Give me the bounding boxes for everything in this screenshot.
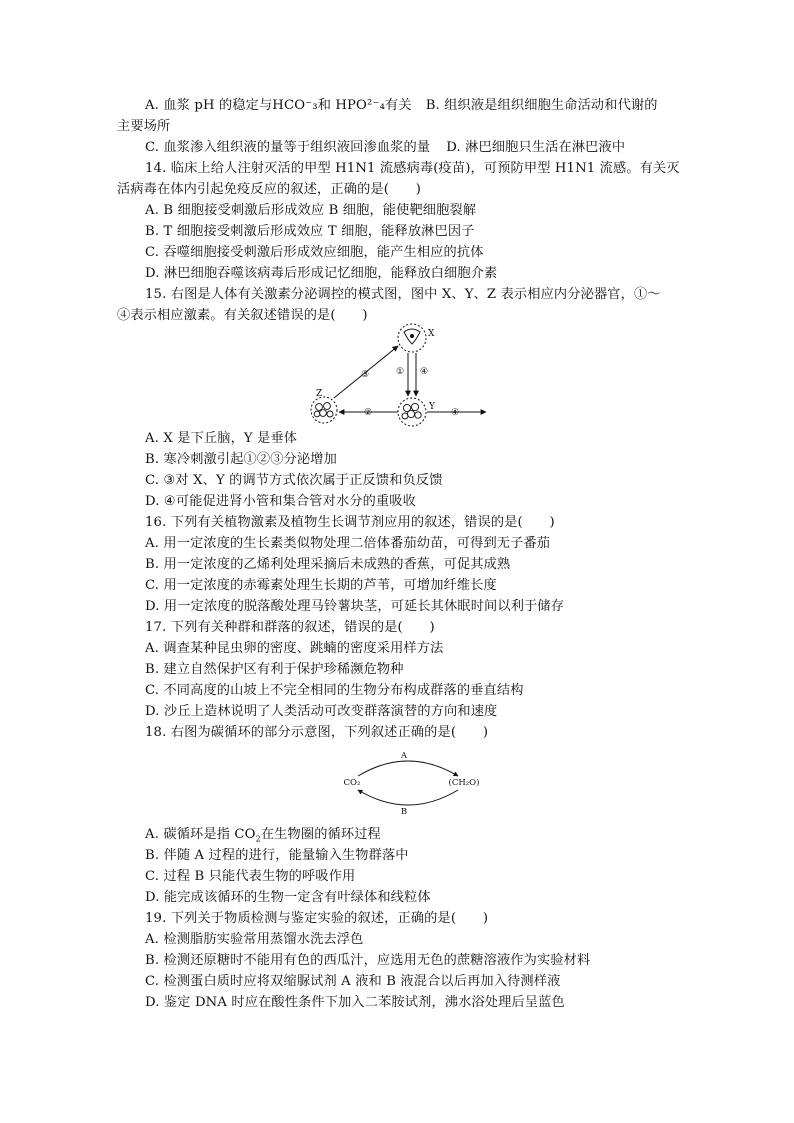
q15-option-c: C. ③对 X、Y 的调节方式依次属于正反馈和负反馈 [145,473,443,488]
organic-label: (CH₂O) [448,778,480,788]
gland-x-label: X [428,329,435,339]
arrow-b-organic-to-co2 [358,790,458,805]
q13-option-cd [145,138,625,158]
q18-option-a-text1: A. 碳循环是指 [145,827,235,842]
q16-stem: 16. 下列有关植物激素及植物生长调节剂应用的叙述，错误的是( ) [145,515,555,530]
q17-option-c: C. 不同高度的山坡上不完全相同的生物分布构成群落的垂直结构 [145,683,524,698]
q18-stem: 18. 右图为碳循环的部分示意图，下列叙述正确的是( ) [145,725,489,740]
q13-option-d: D. 淋巴细胞只生活在淋巴液中 [446,140,626,155]
q18-option-a-text2: 在生物圈的循环过程 [260,827,381,842]
q18-option-b: B. 伴随 A 过程的进行，能量输入生物群落中 [145,848,409,863]
label-hormone-4-top: ④ [419,367,429,377]
co2-label: CO₂ [343,778,361,788]
q13-option-ab [145,96,658,116]
q15-option-d: D. ④可能促进肾小管和集合管对水分的重吸收 [145,494,416,509]
gland-y-circle [398,398,426,426]
q14-option-a: A. B 细胞接受刺激后形成效应 B 细胞，能使靶细胞裂解 [145,203,477,218]
gland-y-cells-icon [402,403,421,419]
hormone-regulation-diagram [300,322,500,428]
q13-option-b-part1: B. 组织液是组织细胞生命活动和代谢的 [425,98,658,113]
q19-option-d: D. 鉴定 DNA 时应在酸性条件下加入二苯胺试剂，沸水浴处理后呈蓝色 [145,995,565,1010]
q19-option-b: B. 检测还原糖时不能用有色的西瓜汁，应选用无色的蔗糖溶液作为实验材料 [145,953,591,968]
arrow-a-co2-to-organic [358,761,458,776]
q13-option-b-continued: 主要场所 [117,119,171,134]
q13-option-c: C. 血浆渗入组织液的量等于组织液回渗血浆的量 [145,140,431,155]
q19-stem: 19. 下列关于物质检测与鉴定实验的叙述，正确的是( ) [145,911,489,926]
q14-option-b: B. T 细胞接受刺激后形成效应 T 细胞，能释放淋巴因子 [145,224,475,239]
q17-option-b: B. 建立自然保护区有利于保护珍稀濒危物种 [145,662,404,677]
q18-option-c: C. 过程 B 只能代表生物的呼吸作用 [145,869,356,884]
label-hormone-2: ② [363,408,373,418]
q17-option-d: D. 沙丘上造林说明了人类活动可改变群落演替的方向和速度 [145,704,498,719]
q19-option-a: A. 检测脂肪实验常用蒸馏水洗去浮色 [145,932,364,947]
label-hormone-4-out: ④ [450,408,460,418]
gland-z-label: Z [316,389,323,399]
q18-option-a-co: CO [234,827,256,842]
carbon-cycle-diagram [336,744,486,816]
q16-option-c: C. 用一定浓度的赤霉素处理生长期的芦苇，可增加纤维长度 [145,578,497,593]
q16-option-a: A. 用一定浓度的生长素类似物处理二倍体番茄幼苗，可得到无子番茄 [145,536,551,551]
process-b-label: B [400,807,408,816]
gland-y-label: Y [429,402,435,412]
process-a-label: A [400,751,408,761]
q16-option-b: B. 用一定浓度的乙烯利处理采摘后未成熟的香蕉，可促其成熟 [145,557,511,572]
q18-option-d: D. 能完成该循环的生物一定含有叶绿体和线粒体 [145,890,431,905]
gland-z-cells-icon [314,403,333,417]
label-hormone-3: ③ [360,370,370,380]
q15-option-a: A. X 是下丘脑，Y 是垂体 [145,431,298,446]
q18-option-a-sub: 2 [255,834,261,844]
q15-option-b: B. 寒冷刺激引起①②③分泌增加 [145,452,337,467]
q15-stem-line1: 15. 右图是人体有关激素分泌调控的模式图，图中 X、Y、Z 表示相应内分泌器官，①～ [145,287,661,302]
q17-option-a: A. 调查某种昆虫卵的密度、跳蝻的密度采用样方法 [145,641,444,656]
q13-option-a: A. 血浆 pH 的稳定与HCO⁻₃和 HPO²⁻₄有关 [145,98,412,113]
q15-stem-line2: ④表示相应激素。有关叙述错误的是( ) [117,308,368,323]
q14-stem-line1: 14. 临床上给人注射灭活的甲型 H1N1 流感病毒(疫苗)，可预防甲型 H1N1 流感。有关灭 [145,161,680,176]
label-hormone-1: ① [395,367,405,377]
q17-stem: 17. 下列有关种群和群落的叙述，错误的是( ) [145,620,435,635]
gland-x-nucleus-icon [410,334,414,338]
q16-option-d: D. 用一定浓度的脱落酸处理马铃薯块茎，可延长其休眠时间以利于储存 [145,599,565,614]
q19-option-c: C. 检测蛋白质时应将双缩脲试剂 A 液和 B 液混合以后再加入待测样液 [145,974,561,989]
q14-option-d: D. 淋巴细胞吞噬该病毒后形成记忆细胞，能释放白细胞介素 [145,266,498,281]
q14-stem-line2: 活病毒在体内引起免疫反应的叙述，正确的是( ) [117,182,422,197]
q14-option-c: C. 吞噬细胞接受刺激后形成效应细胞，能产生相应的抗体 [145,245,484,260]
